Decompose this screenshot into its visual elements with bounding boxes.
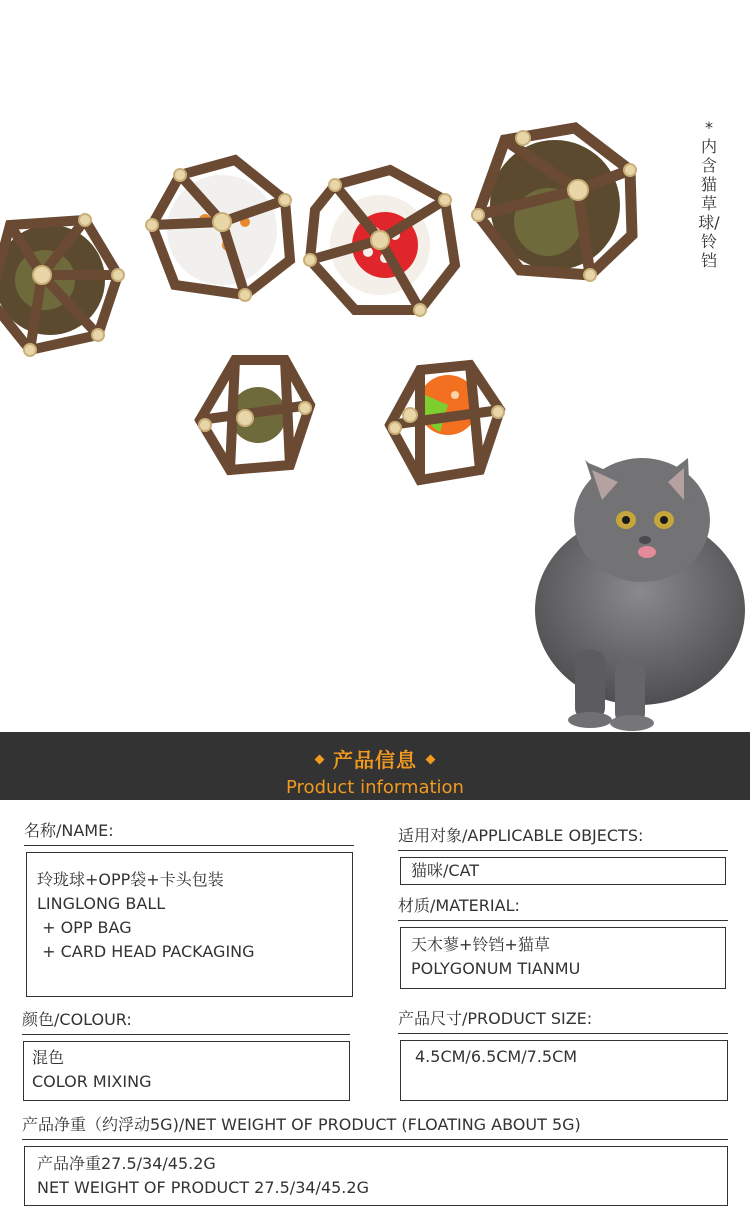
applicable-label: 适用对象/APPLICABLE OBJECTS: [398, 823, 728, 851]
applicable-line-1: 猫咪/CAT [411, 861, 480, 880]
weight-line-2: NET WEIGHT OF PRODUCT 27.5/34/45.2G [37, 1178, 369, 1197]
section-header [0, 732, 750, 800]
name-label: 名称/NAME: [24, 818, 354, 846]
name-line-3: + OPP BAG [37, 918, 132, 937]
header-title-en: Product information [286, 777, 464, 798]
catnip-ball-1 [0, 214, 124, 356]
material-label: 材质/MATERIAL: [398, 893, 728, 921]
catnip-ball-2 [146, 160, 291, 301]
side-note: *内含猫草球/铃铛 [698, 118, 720, 270]
catnip-ball-3 [304, 170, 455, 316]
header-title-cn: 产品信息 [333, 748, 417, 772]
size-box [400, 1040, 728, 1101]
colour-line-2: COLOR MIXING [32, 1072, 152, 1091]
cat-photo [535, 458, 745, 731]
size-line-1: 4.5CM/6.5CM/7.5CM [415, 1047, 578, 1066]
weight-box [24, 1146, 728, 1206]
size-label: 产品尺寸/PRODUCT SIZE: [398, 1006, 728, 1034]
colour-box [23, 1041, 350, 1101]
name-line-4: + CARD HEAD PACKAGING [37, 942, 255, 961]
colour-line-1: 混色 [32, 1048, 65, 1067]
material-line-2: POLYGONUM TIANMU [411, 959, 581, 978]
header-title-cn-row [0, 744, 750, 773]
material-box [400, 927, 726, 989]
material-line-1: 天木蓼+铃铛+猫草 [411, 935, 550, 954]
name-box [26, 852, 353, 997]
catnip-ball-6 [389, 365, 504, 480]
diamond-icon [315, 755, 325, 765]
catnip-ball-4 [472, 128, 636, 281]
catnip-ball-5 [199, 360, 311, 470]
name-line-1: 玲珑球+OPP袋+卡头包装 [37, 870, 224, 889]
applicable-box [400, 857, 726, 885]
diamond-icon [426, 755, 436, 765]
weight-label: 产品净重（约浮动5G)/NET WEIGHT OF PRODUCT (FLOATING ABOUT 5G) [22, 1112, 728, 1140]
weight-line-1: 产品净重27.5/34/45.2G [37, 1154, 216, 1173]
name-line-2: LINGLONG BALL [37, 894, 166, 913]
colour-label: 颜色/COLOUR: [22, 1007, 350, 1035]
